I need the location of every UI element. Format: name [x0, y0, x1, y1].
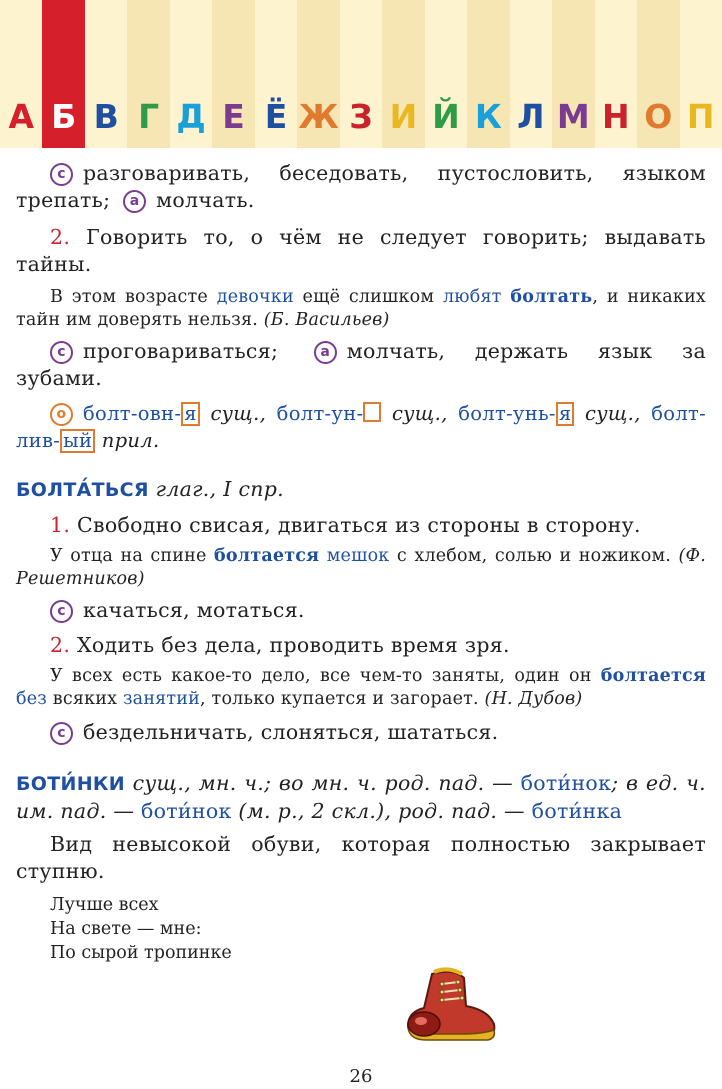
- alphabet-letter: А: [8, 97, 34, 136]
- synonym-icon: с: [50, 341, 73, 364]
- antonym-icon: а: [123, 190, 146, 213]
- alphabet-letter: Г: [138, 97, 160, 136]
- example: У отца на спине болтается мешок с хлебом, солью и ножиком. (Ф. Решетников): [16, 546, 707, 589]
- page-number: 26: [349, 1066, 373, 1087]
- alphabet-letter: Й: [432, 97, 460, 136]
- alphabet-letter: Б: [51, 97, 77, 136]
- zero-ending: [363, 402, 381, 422]
- alphabet-letter: И: [389, 97, 418, 136]
- alphabet-letter: М: [556, 97, 590, 136]
- antonym-icon: а: [314, 341, 337, 364]
- alphabet-letter: З: [349, 97, 373, 136]
- dictionary-page: [16, 160, 706, 965]
- entry-botinki: БОТИ́НКИ сущ., мн. ч.; во мн. ч. род. пад. — боти́нок; в ед. ч. им. пад. — боти́нок (м. р., 2 скл.), род. пад. — боти́нка: [16, 771, 706, 823]
- synonym-icon: с: [50, 600, 73, 623]
- poem-line: По сырой тропинке: [50, 943, 232, 963]
- synonyms-line: с проговариваться; а молчать, держать язык за зубами.: [16, 339, 706, 390]
- sense-2: 2. Говорить то, о чём не следует говорить; выдавать тайны.: [16, 225, 706, 276]
- entry-boltatsya: БОЛТА́ТЬСЯ глаг., I спр.: [16, 477, 284, 501]
- definition: Вид невысокой обуви, которая полностью закрывает ступню.: [16, 832, 706, 883]
- example: У всех есть какое-то дело, все чем-то заняты, один он болтается без всяких занятий, только купается и загорает. (Н. Дубов): [16, 666, 706, 709]
- word-ending: я: [181, 402, 200, 426]
- poem: [50, 893, 706, 965]
- alphabet-letter: О: [644, 97, 673, 136]
- synonyms-line: с разговаривать, беседовать, пустословить, языком трепать; а молчать.: [16, 161, 706, 212]
- alphabet-letter: В: [93, 97, 119, 136]
- word-ending: ый: [60, 429, 95, 453]
- synonyms-line: с бездельничать, слоняться, шататься.: [16, 719, 706, 746]
- synonyms-line: с качаться, мотаться.: [16, 597, 706, 624]
- alphabet-letter: Ё: [264, 97, 288, 136]
- synonym-icon: с: [50, 722, 73, 745]
- alphabet-letter: Н: [601, 97, 630, 136]
- alphabet-letter: П: [686, 97, 715, 136]
- poem-line: Лучше всех: [50, 895, 159, 915]
- alphabet-letter: Л: [517, 97, 545, 136]
- headword: БОТИ́НКИ: [16, 773, 125, 795]
- poem-line: На свете — мне:: [50, 919, 202, 939]
- sense-1: 1. Свободно свисая, двигаться из стороны в сторону.: [50, 513, 641, 537]
- boot-illustration: [402, 966, 498, 1044]
- alphabet-letter: Д: [176, 97, 206, 136]
- alphabet-letter: К: [474, 97, 502, 136]
- related-words: о болт-овн- я сущ., болт-ун- сущ., болт-унь- я сущ., болт-лив- ый прил.: [16, 402, 706, 452]
- origin-icon: о: [50, 403, 73, 426]
- alphabet-letter: Е: [222, 97, 245, 136]
- alphabet-letter: Ж: [298, 97, 339, 136]
- sense-2: 2. Ходить без дела, проводить время зря.: [50, 633, 510, 657]
- alphabet-bar: [0, 93, 722, 143]
- synonym-icon: с: [50, 163, 73, 186]
- word-ending: я: [556, 402, 575, 426]
- example: В этом возрасте девочки ещё слишком любят болтать, и никаких тайн им доверять нельзя. (Б. Васильев): [16, 287, 706, 330]
- headword: БОЛТА́ТЬСЯ: [16, 479, 149, 501]
